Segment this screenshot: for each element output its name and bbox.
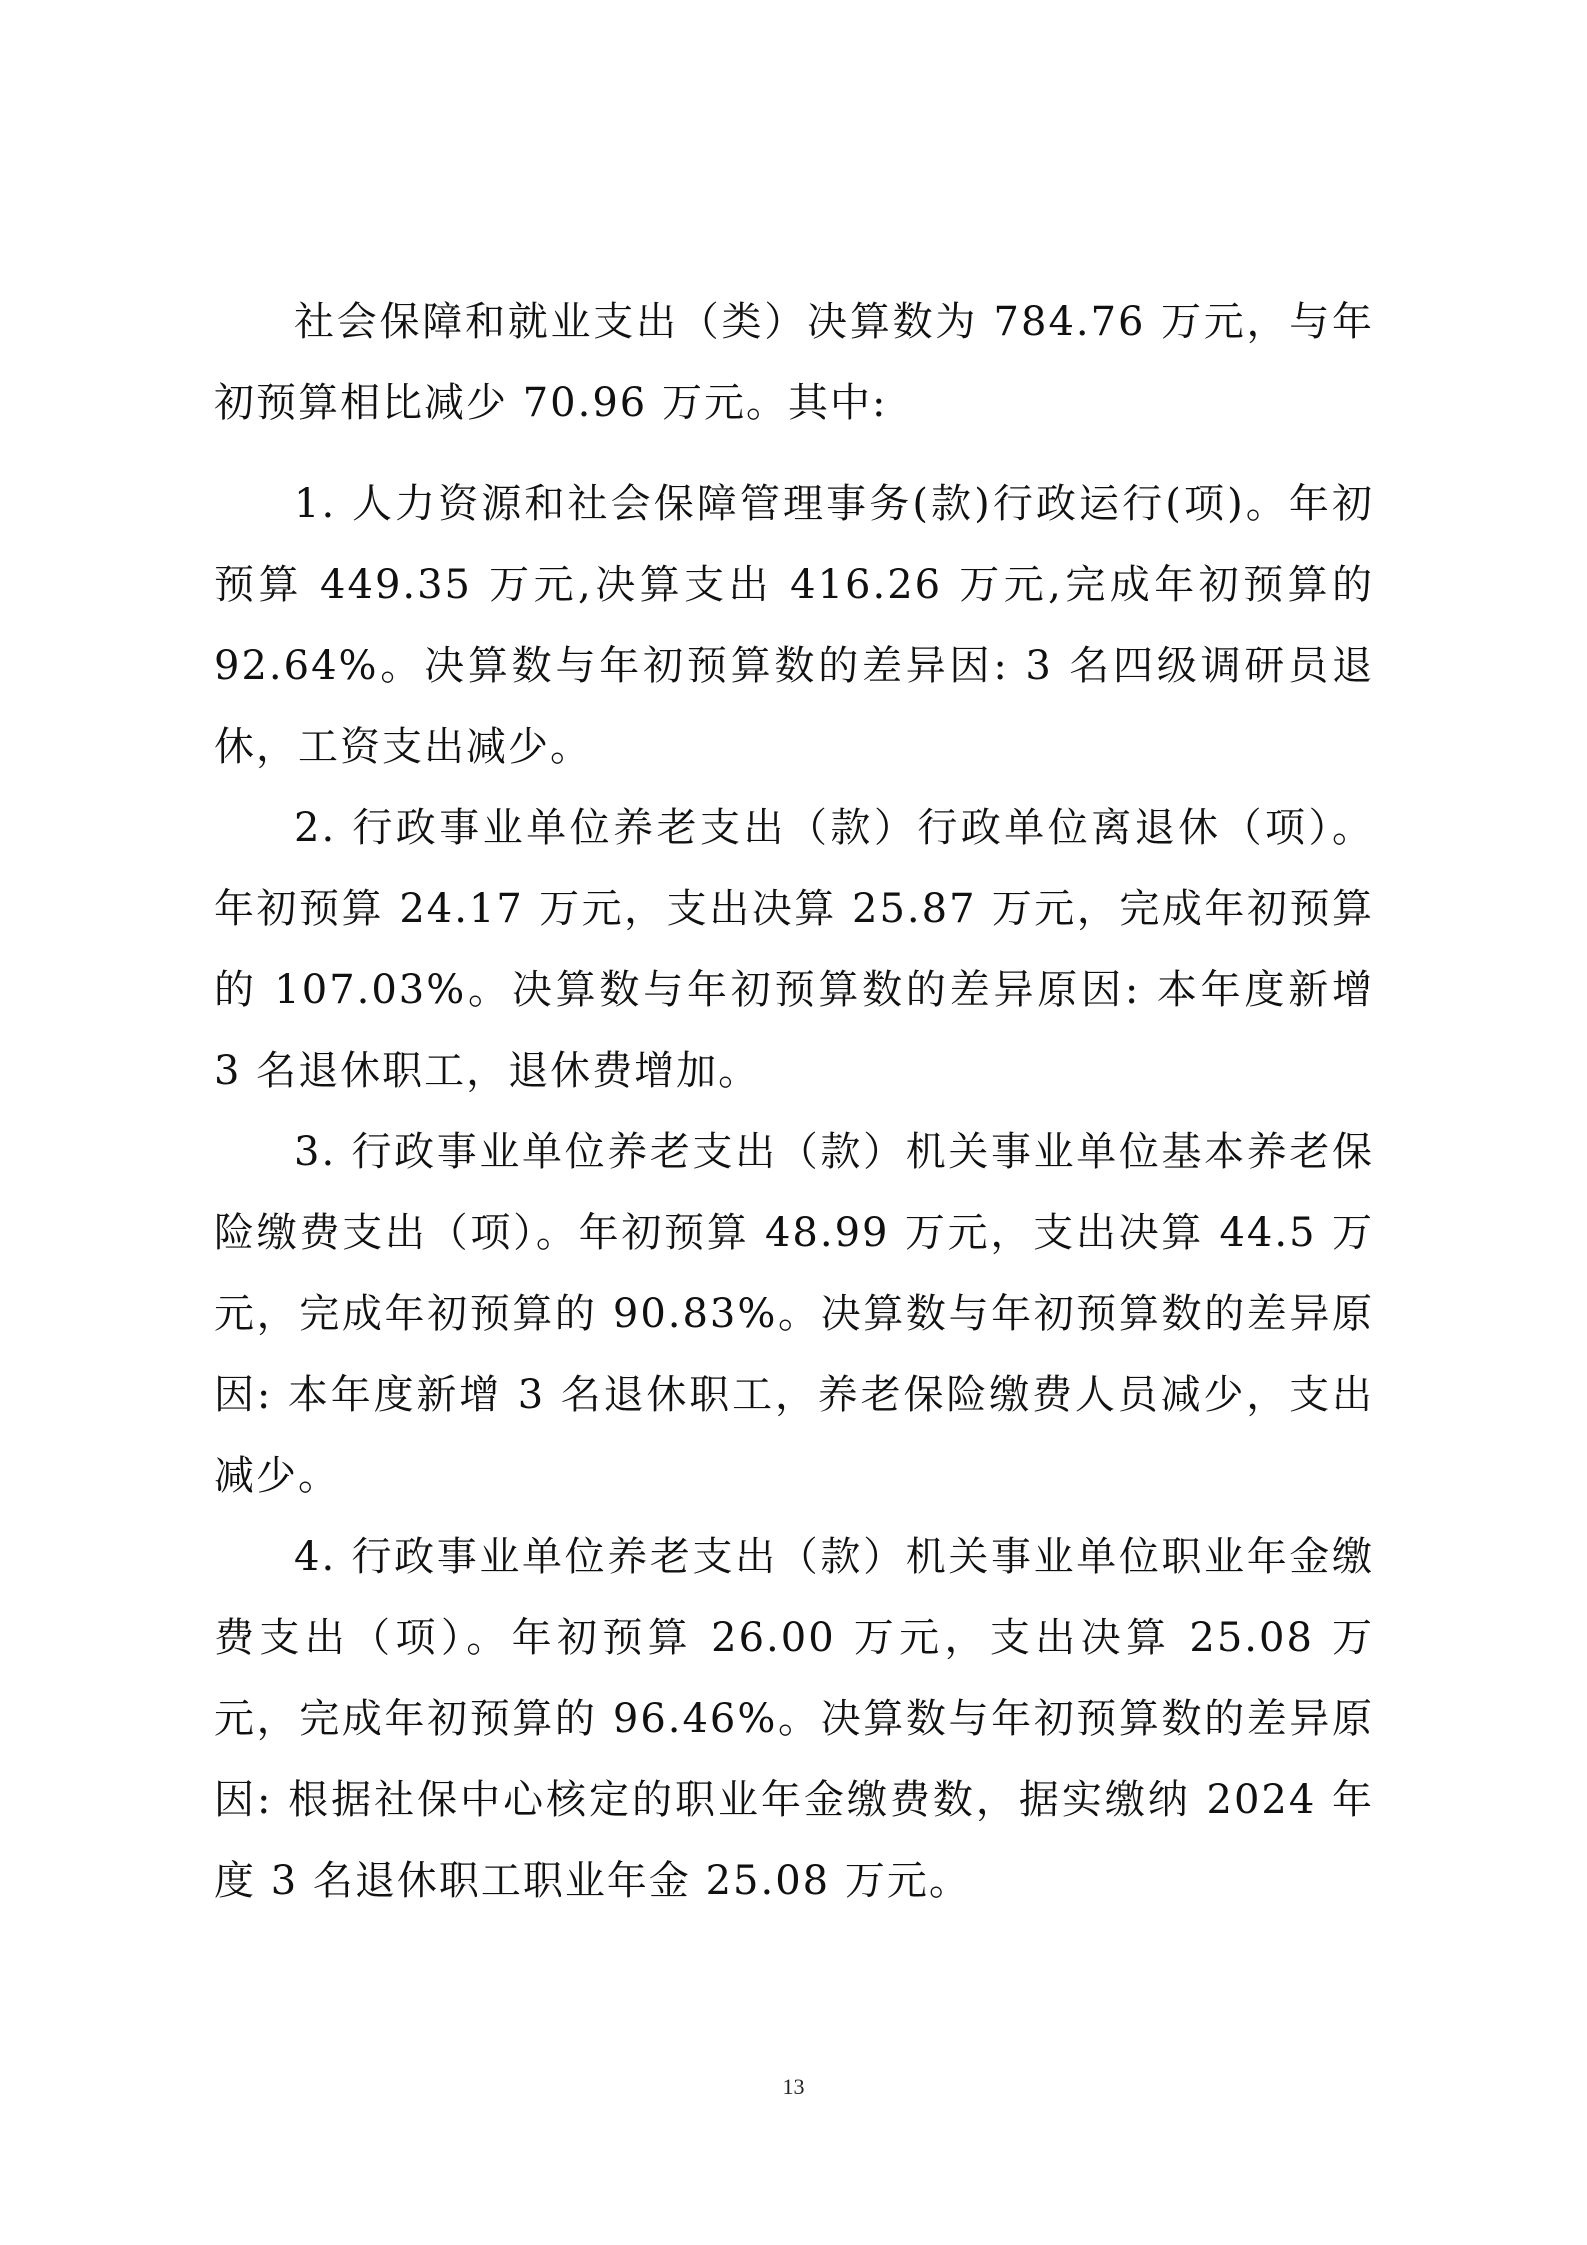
page-number: 13 [782, 2074, 805, 2099]
paragraph-item-3: 3. 行政事业单位养老支出（款）机关事业单位基本养老保险缴费支出（项）。年初预算 48.99 万元，支出决算 44.5 万元，完成年初预算的 90.83%。决算数与年初预算数的差异原因: 本年度新增 3 名退休职工，养老保险缴费人员减少，支出减少。 [214, 1129, 1374, 1499]
paragraph-intro: 社会保障和就业支出（类）决算数为 784.76 万元，与年初预算相比减少 70.96 万元。其中: [214, 299, 1374, 426]
paragraph-item-2: 2. 行政事业单位养老支出（款）行政单位离退休（项）。年初预算 24.17 万元，支出决算 25.87 万元，完成年初预算的 107.03%。决算数与年初预算数的差异原因: 本年度新增 3 名退休职工，退休费增加。 [214, 805, 1374, 1094]
paragraph-item-1: 1. 人力资源和社会保障管理事务(款)行政运行(项)。年初预算 449.35 万元,决算支出 416.26 万元,完成年初预算的 92.64%。决算数与年初预算数的差异因: 3 名四级调研员退休，工资支出减少。 [214, 481, 1374, 770]
document-body [214, 282, 1374, 1922]
paragraph-item-4: 4. 行政事业单位养老支出（款）机关事业单位职业年金缴费支出（项）。年初预算 26.00 万元，支出决算 25.08 万元，完成年初预算的 96.46%。决算数与年初预算数的差异原因: 根据社保中心核定的职业年金缴费数，据实缴纳 2024 年度 3 名退休职工职业年金 25.08 万元。 [214, 1534, 1374, 1904]
